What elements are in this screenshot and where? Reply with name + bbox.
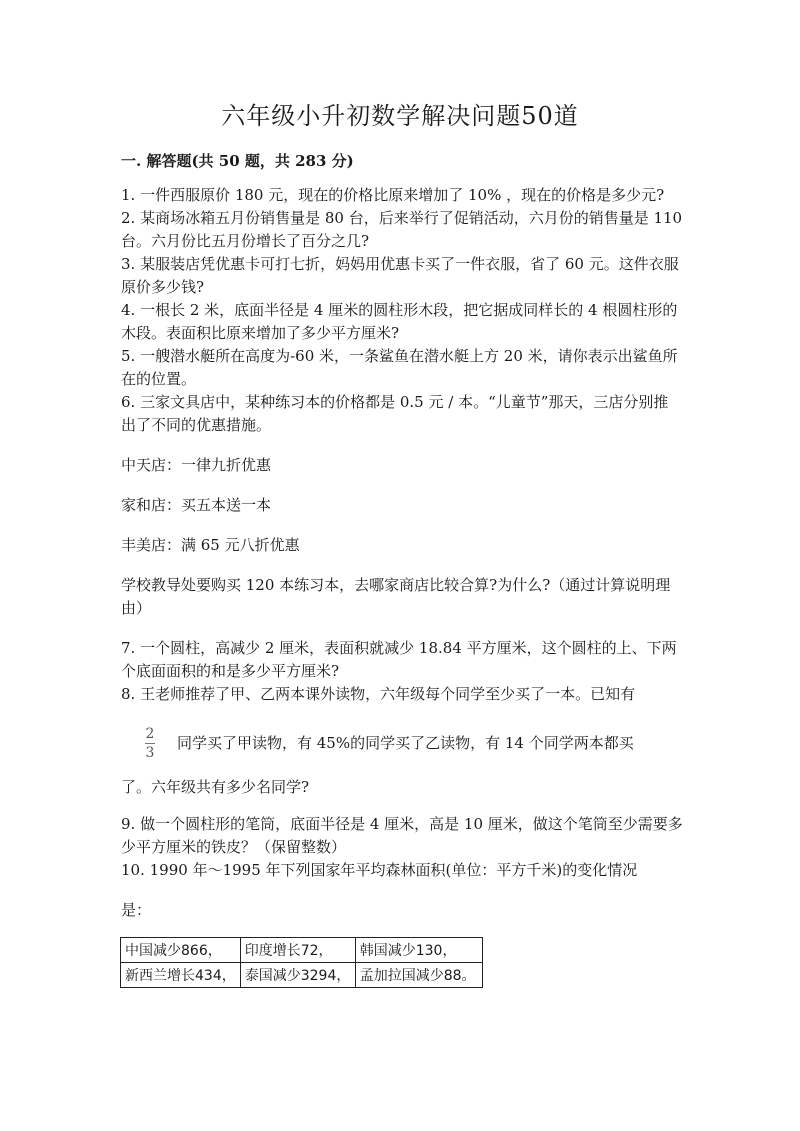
question-5: 5. 一艘潜水艇所在高度为-60 米，一条鲨鱼在潜水艇上方 20 米，请你表示出鲨鱼所在的位置。 [121,347,678,388]
forest-area-table [120,937,483,988]
section-heading: 一. 解答题(共 50 题，共 283 分) [121,152,354,170]
table-cell: 新西兰增长434， [121,963,241,988]
question-10-cont: 是： [121,901,152,919]
table-row [121,938,483,963]
question-10: 10. 1990 年～1995 年下列国家年平均森林面积(单位：平方千米)的变化情况 [121,861,638,879]
questions-body [121,184,683,922]
table-cell: 印度增长72， [240,938,355,963]
table-cell: 孟加拉国减少88。 [355,963,482,988]
question-4: 4. 一根长 2 米，底面半径是 4 厘米的圆柱形木段，把它据成同样长的 4 根圆柱形的木段。表面积比原来增加了多少平方厘米? [121,301,678,342]
table-cell: 泰国减少3294， [240,963,355,988]
question-6-ask: 学校教导处要购买 120 本练习本，去哪家商店比较合算?为什么?（通过计算说明理由） [121,576,671,617]
question-1: 1. 一件西服原价 180 元，现在的价格比原来增加了 10% ，现在的价格是多少元? [121,186,665,204]
question-8-part3: 了。六年级共有多少名同学? [121,778,310,796]
question-6: 6. 三家文具店中，某种练习本的价格都是 0.5 元 / 本。“儿童节”那天，三店分别推出了不同的优惠措施。 [121,393,669,434]
fraction-bar [145,743,155,744]
store-fengmei: 丰美店：满 65 元八折优惠 [121,536,300,554]
question-3: 3. 某服装店凭优惠卡可打七折，妈妈用优惠卡买了一件衣服，省了 60 元。这件衣服原价多少钱? [121,255,679,296]
table-cell: 韩国减少130， [355,938,482,963]
question-7: 7. 一个圆柱，高减少 2 厘米，表面积就减少 18.84 平方厘米，这个圆柱的上、下两个底面面积的和是多少平方厘米? [121,639,677,680]
question-9: 9. 做一个圆柱形的笔筒，底面半径是 4 厘米，高是 10 厘米，做这个笔筒至少需要多少平方厘米的铁皮？（保留整数） [121,815,683,856]
table-cell: 中国减少866， [121,938,241,963]
question-8-fraction-line [121,712,683,774]
question-8-part2: 同学买了甲读物，有 45%的同学买了乙读物，有 14 个同学两本都买 [177,733,634,752]
fraction-two-thirds [145,727,155,760]
store-zhongtian: 中天店：一律九折优惠 [121,456,272,474]
page-title: 六年级小升初数学解决问题50道 [221,102,579,130]
store-jiahe: 家和店：买五本送一本 [121,496,272,514]
fraction-denominator: 3 [145,744,155,761]
question-2: 2. 某商场冰箱五月份销售量是 80 台，后来举行了促销活动，六月份的销售量是 110 台。六月份比五月份增长了百分之几? [121,209,683,250]
fraction-numerator: 2 [145,725,155,742]
question-8-part1: 8. 王老师推荐了甲、乙两本课外读物，六年级每个同学至少买了一本。已知有 [121,685,636,703]
table-row [121,963,483,988]
